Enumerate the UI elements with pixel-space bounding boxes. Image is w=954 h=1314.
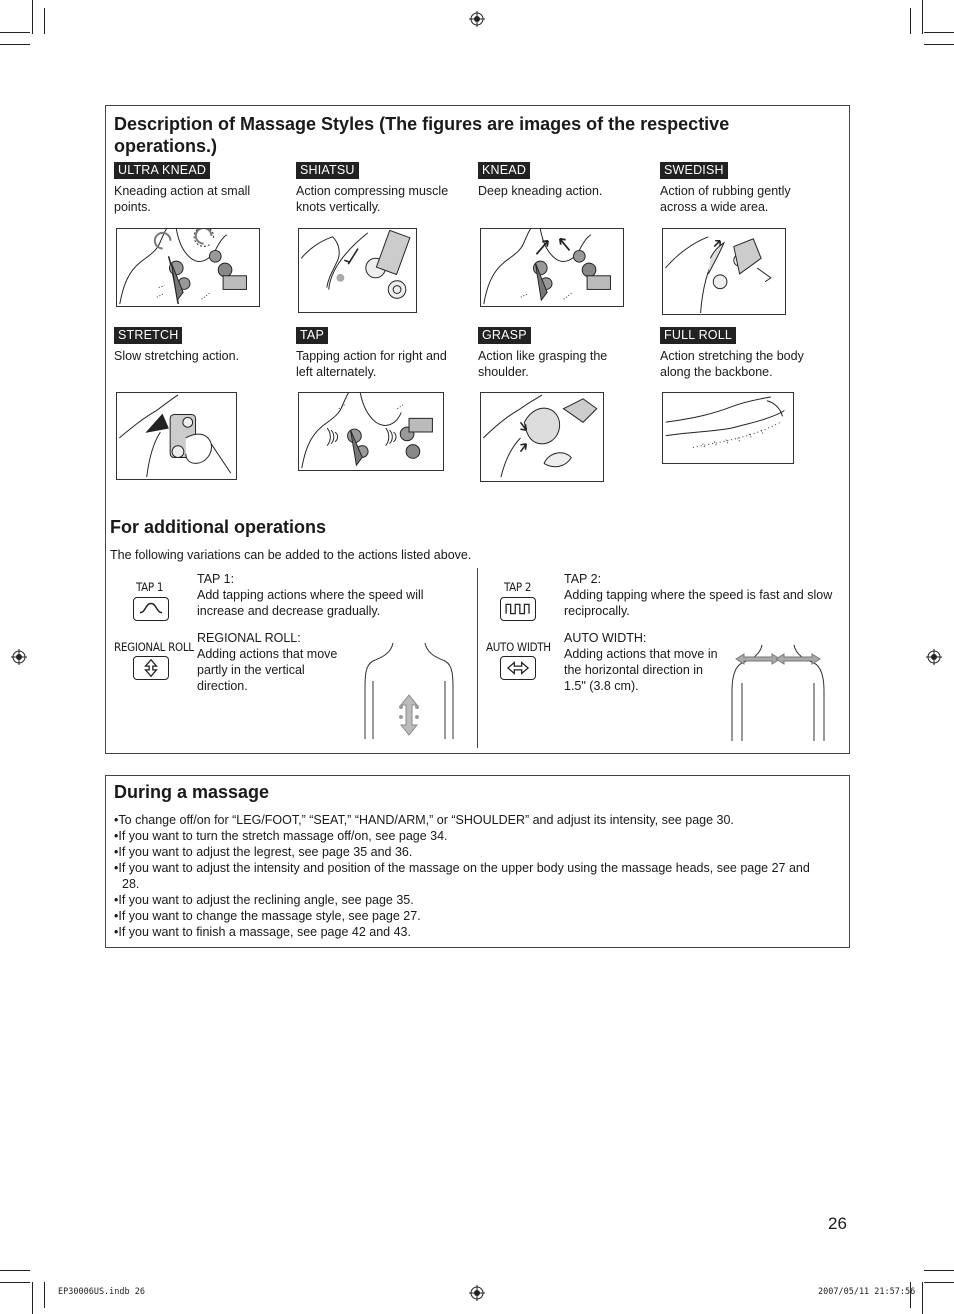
crop-mark [44, 1282, 45, 1308]
style-desc-full-roll: Action stretching the body along the backbone. [660, 349, 804, 379]
stretch-illustration [116, 392, 237, 480]
page-number: 26 [828, 1214, 847, 1233]
shiatsu-illustration [298, 228, 417, 313]
crop-mark [922, 0, 923, 34]
footer-timestamp: 2007/05/11 21:57:56 [818, 1287, 916, 1297]
list-item: • If you want to adjust the intensity and position of the massage on the upper body using the massage heads, see page 27 and 28. [114, 860, 829, 892]
tap1-name: TAP 1: [197, 572, 235, 586]
auto-width-text: Adding actions that move in the horizontal direction in 1.5" (3.8 cm). [564, 647, 718, 693]
registration-mark-icon [469, 11, 485, 27]
style-tag-tap: TAP [296, 327, 328, 344]
style-tag-swedish: SWEDISH [660, 162, 728, 179]
tap1-text: Add tapping actions where the speed will increase and decrease gradually. [197, 588, 424, 618]
list-item: • If you want to change the massage style, see page 27. [114, 908, 829, 924]
crop-mark [0, 1270, 30, 1271]
style-desc-swedish: Action of rubbing gently across a wide area. [660, 184, 791, 214]
tap2-pulse-icon [501, 598, 535, 620]
style-tag-grasp: GRASP [478, 327, 531, 344]
swedish-illustration [662, 228, 786, 315]
list-item: • If you want to adjust the legrest, see page 35 and 36. [114, 844, 829, 860]
tap2-button[interactable] [500, 597, 536, 621]
auto-width-label: AUTO WIDTH [486, 640, 551, 654]
crop-mark [922, 1282, 923, 1314]
tap2-text: Adding tapping where the speed is fast and slow reciprocally. [564, 588, 833, 618]
column-divider [477, 568, 478, 748]
tap1-label: TAP 1 [136, 580, 164, 594]
style-desc-knead: Deep kneading action. [478, 184, 603, 198]
auto-width-name: AUTO WIDTH: [564, 631, 647, 645]
tap1-wave-icon [134, 598, 168, 620]
crop-mark [0, 32, 30, 33]
crop-mark [0, 44, 30, 45]
crop-mark [924, 32, 954, 33]
footer-file: EP30006US.indb 26 [58, 1287, 145, 1297]
auto-width-arrows-icon [501, 657, 535, 679]
grasp-illustration [480, 392, 604, 482]
auto-width-button[interactable] [500, 656, 536, 680]
list-item: • If you want to adjust the reclining angle, see page 35. [114, 892, 829, 908]
style-tag-knead: KNEAD [478, 162, 530, 179]
registration-mark-icon [11, 649, 27, 665]
list-item: • To change off/on for “LEG/FOOT,” “SEAT,” “HAND/ARM,” or “SHOULDER” and adjust its intensity, see page 30. [114, 812, 829, 828]
regional-roll-name: REGIONAL ROLL: [197, 631, 301, 645]
style-desc-tap: Tapping action for right and left alternately. [296, 349, 447, 379]
style-tag-shiatsu: SHIATSU [296, 162, 359, 179]
crop-mark [924, 1282, 954, 1283]
knead-illustration [480, 228, 624, 307]
style-tag-stretch: STRETCH [114, 327, 182, 344]
crop-mark [32, 0, 33, 34]
additional-heading: For additional operations [110, 517, 327, 537]
back-auto-width-illustration [730, 643, 826, 741]
crop-mark [910, 8, 911, 34]
full-roll-illustration [662, 392, 794, 464]
regional-roll-text: Adding actions that move partly in the vertical direction. [197, 647, 338, 693]
crop-mark [924, 1270, 954, 1271]
style-tag-ultra-knead: ULTRA KNEAD [114, 162, 210, 179]
regional-roll-arrows-icon [134, 657, 168, 679]
list-item: • If you want to finish a massage, see page 42 and 43. [114, 924, 829, 940]
regional-roll-label: REGIONAL ROLL [114, 640, 194, 654]
back-regional-roll-illustration [363, 641, 455, 739]
during-heading: During a massage [114, 782, 270, 802]
style-desc-shiatsu: Action compressing muscle knots vertically. [296, 184, 449, 214]
registration-mark-icon [926, 649, 942, 665]
tap2-label: TAP 2 [504, 580, 532, 594]
ultra-knead-illustration [116, 228, 260, 307]
style-desc-stretch: Slow stretching action. [114, 349, 240, 363]
additional-intro: The following variations can be added to the actions listed above. [110, 548, 472, 562]
crop-mark [924, 44, 954, 45]
crop-mark [0, 1282, 30, 1283]
style-desc-ultra-knead: Kneading action at small points. [114, 184, 251, 214]
massage-styles-title: Description of Massage Styles (The figures are images of the respective operations.) [114, 114, 730, 156]
tap2-name: TAP 2: [564, 572, 602, 586]
style-desc-grasp: Action like grasping the shoulder. [478, 349, 608, 379]
tap-illustration [298, 392, 444, 471]
during-bullet-list [114, 812, 829, 940]
regional-roll-button[interactable] [133, 656, 169, 680]
style-tag-full-roll: FULL ROLL [660, 327, 736, 344]
list-item: • If you want to turn the stretch massage off/on, see page 34. [114, 828, 829, 844]
crop-mark [44, 8, 45, 34]
crop-mark [32, 1282, 33, 1314]
registration-mark-icon [469, 1285, 485, 1301]
tap1-button[interactable] [133, 597, 169, 621]
